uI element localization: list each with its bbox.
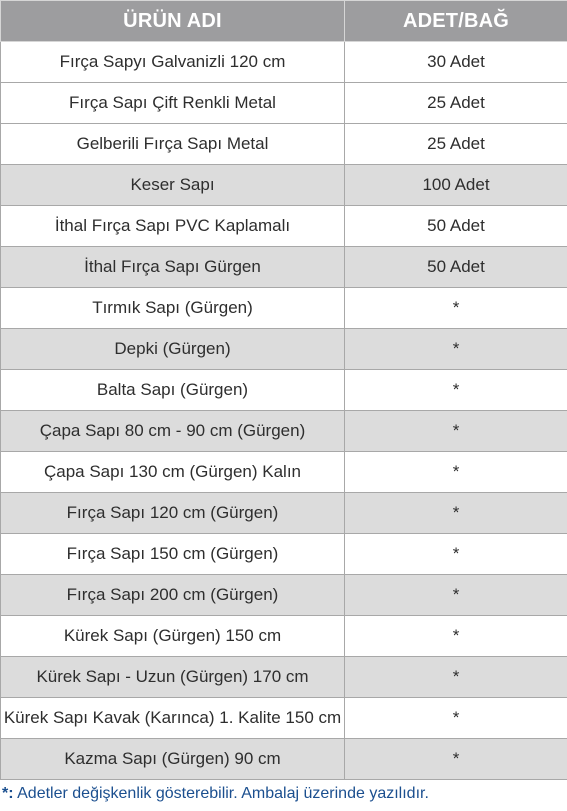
table-row	[1, 288, 567, 329]
table-header-row	[1, 1, 567, 42]
quantity-cell: *	[345, 739, 567, 780]
product-name-cell: Tırmık Sapı (Gürgen)	[1, 288, 345, 329]
product-name-cell: Fırça Sapı 120 cm (Gürgen)	[1, 493, 345, 534]
product-name-cell: Balta Sapı (Gürgen)	[1, 370, 345, 411]
quantity-cell: *	[345, 698, 567, 739]
header-quantity-per-bundle: ADET/BAĞ	[345, 1, 567, 42]
footnote	[2, 785, 429, 803]
quantity-cell: *	[345, 329, 567, 370]
quantity-cell: 25 Adet	[345, 83, 567, 124]
table-row	[1, 124, 567, 165]
product-name-cell: Çapa Sapı 80 cm - 90 cm (Gürgen)	[1, 411, 345, 452]
header-product-name: ÜRÜN ADI	[1, 1, 345, 42]
table-row	[1, 329, 567, 370]
quantity-cell: *	[345, 616, 567, 657]
table-row	[1, 616, 567, 657]
table-row	[1, 247, 567, 288]
quantity-cell: *	[345, 288, 567, 329]
table-row	[1, 493, 567, 534]
quantity-cell: 30 Adet	[345, 42, 567, 83]
table-row	[1, 657, 567, 698]
table-row	[1, 739, 567, 780]
product-name-cell: Fırça Sapı Çift Renkli Metal	[1, 83, 345, 124]
table-row	[1, 452, 567, 493]
table-row	[1, 42, 567, 83]
product-name-cell: Keser Sapı	[1, 165, 345, 206]
quantity-cell: 50 Adet	[345, 206, 567, 247]
quantity-cell: *	[345, 534, 567, 575]
table-row	[1, 698, 567, 739]
quantity-cell: *	[345, 411, 567, 452]
table-row	[1, 83, 567, 124]
quantity-cell: *	[345, 657, 567, 698]
product-name-cell: Fırça Sapyı Galvanizli 120 cm	[1, 42, 345, 83]
product-name-cell: Fırça Sapı 150 cm (Gürgen)	[1, 534, 345, 575]
quantity-cell: *	[345, 575, 567, 616]
quantity-cell: *	[345, 452, 567, 493]
quantity-cell: *	[345, 370, 567, 411]
product-name-cell: Kürek Sapı - Uzun (Gürgen) 170 cm	[1, 657, 345, 698]
product-name-cell: Çapa Sapı 130 cm (Gürgen) Kalın	[1, 452, 345, 493]
product-name-cell: Kürek Sapı Kavak (Karınca) 1. Kalite 150 cm	[1, 698, 345, 739]
product-name-cell: İthal Fırça Sapı Gürgen	[1, 247, 345, 288]
footnote-marker: *:	[2, 785, 14, 802]
table-row	[1, 575, 567, 616]
table-row	[1, 165, 567, 206]
quantity-cell: *	[345, 493, 567, 534]
table-row	[1, 206, 567, 247]
quantity-cell: 25 Adet	[345, 124, 567, 165]
footnote-text: Adetler değişkenlik gösterebilir. Ambalaj üzerinde yazılıdır.	[13, 785, 429, 802]
product-name-cell: Gelberili Fırça Sapı Metal	[1, 124, 345, 165]
product-name-cell: Kazma Sapı (Gürgen) 90 cm	[1, 739, 345, 780]
product-name-cell: Kürek Sapı (Gürgen) 150 cm	[1, 616, 345, 657]
quantity-cell: 50 Adet	[345, 247, 567, 288]
product-name-cell: Depki (Gürgen)	[1, 329, 345, 370]
product-name-cell: Fırça Sapı 200 cm (Gürgen)	[1, 575, 345, 616]
table-row	[1, 534, 567, 575]
table-row	[1, 370, 567, 411]
table-row	[1, 411, 567, 452]
quantity-cell: 100 Adet	[345, 165, 567, 206]
product-name-cell: İthal Fırça Sapı PVC Kaplamalı	[1, 206, 345, 247]
